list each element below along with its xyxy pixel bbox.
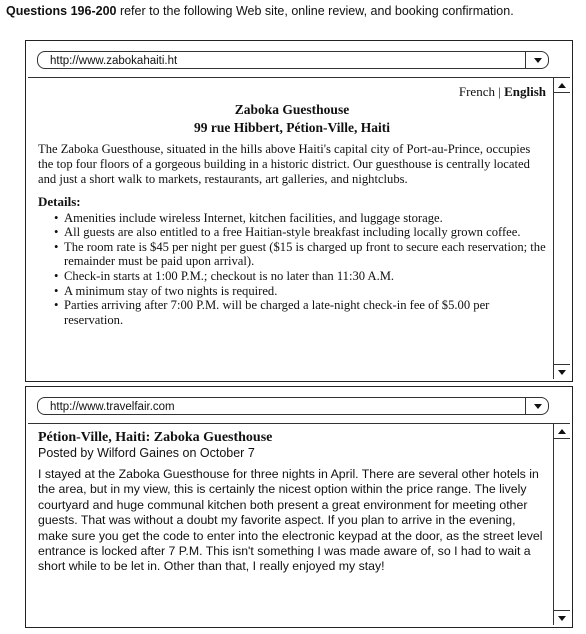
scroll-up-button[interactable] [554, 424, 570, 439]
list-item: • Amenities include wireless Internet, kitchen facilities, and luggage storage. [56, 211, 546, 226]
scroll-down-button[interactable] [554, 364, 570, 379]
review-body: I stayed at the Zaboka Guesthouse for three nights in April. There are several other hotels in the area, but in my view, this is certainly the nicest option within the price range. The lively courtyard and huge communal kitchen both present a great environment for meeting other guests. That was without a doubt my favorite aspect. If you plan to arrive in the evening, make sure you get the code to enter into the electronic keypad at the door, as the street level entrance is locked after 7 P.M. This isn't something I was made aware of, so I had to wait a short while to be let in. Other than that, I really enjoyed my stay! [38, 467, 543, 574]
scroll-down-button[interactable] [554, 610, 570, 625]
url-dropdown-button[interactable] [525, 51, 549, 69]
url-field[interactable]: http://www.travelfair.com [37, 397, 549, 415]
lang-separator: | [494, 84, 505, 99]
guesthouse-page [38, 78, 546, 379]
address-bar [37, 51, 549, 71]
arrow-down-icon [558, 370, 566, 375]
list-item: • A minimum stay of two nights is required. [56, 284, 546, 299]
chevron-down-icon [534, 58, 542, 63]
question-range: Questions 196-200 [6, 4, 117, 18]
page-content [28, 423, 570, 625]
lang-french-link[interactable]: French [458, 84, 495, 99]
url-field[interactable]: http://www.zabokahaiti.ht [37, 51, 549, 69]
page-address: 99 rue Hibbert, Pétion-Ville, Haiti [194, 120, 390, 135]
language-switcher [38, 84, 546, 100]
lang-english-link[interactable]: English [504, 84, 546, 99]
question-header [6, 4, 582, 18]
scrollbar[interactable] [553, 424, 570, 625]
intro-paragraph: The Zaboka Guesthouse, situated in the hills above Haiti's capital city of Port-au-Prince, occupies the top four floors of a gorgeous building in a historic district. Our guesthouse is centrally located and just a short walk to markets, restaurants, art galleries, and nightclubs. [38, 142, 531, 187]
address-bar [37, 397, 549, 417]
list-item: • Parties arriving after 7:00 P.M. will be charged a late-night check-in fee of $5.00 per reservation. [56, 298, 546, 327]
arrow-up-icon [558, 83, 566, 88]
scrollbar[interactable] [553, 78, 570, 379]
review-page [38, 424, 546, 625]
scroll-up-button[interactable] [554, 78, 570, 93]
page-content [28, 77, 570, 379]
arrow-down-icon [558, 616, 566, 621]
list-item: • Check-in starts at 1:00 P.M.; checkout is no later than 11:30 A.M. [56, 269, 546, 284]
list-item: • The room rate is $45 per night per guest ($15 is charged up front to secure each reservation; the remainder must be paid upon arrival). [56, 240, 546, 269]
details-heading: Details: [38, 193, 81, 209]
list-item: • All guests are also entitled to a free Haitian-style breakfast including locally grown coffee. [56, 225, 546, 240]
url-dropdown-button[interactable] [525, 397, 549, 415]
page-title: Zaboka Guesthouse [234, 102, 350, 117]
chevron-down-icon [534, 404, 542, 409]
arrow-up-icon [558, 429, 566, 434]
review-window [25, 386, 573, 628]
review-byline: Posted by Wilford Gaines on October 7 [38, 446, 255, 460]
question-instructions: refer to the following Web site, online review, and booking confirmation. [116, 4, 514, 18]
details-list [56, 211, 546, 328]
review-title: Pétion-Ville, Haiti: Zaboka Guesthouse [38, 430, 273, 445]
website-window [25, 40, 573, 382]
